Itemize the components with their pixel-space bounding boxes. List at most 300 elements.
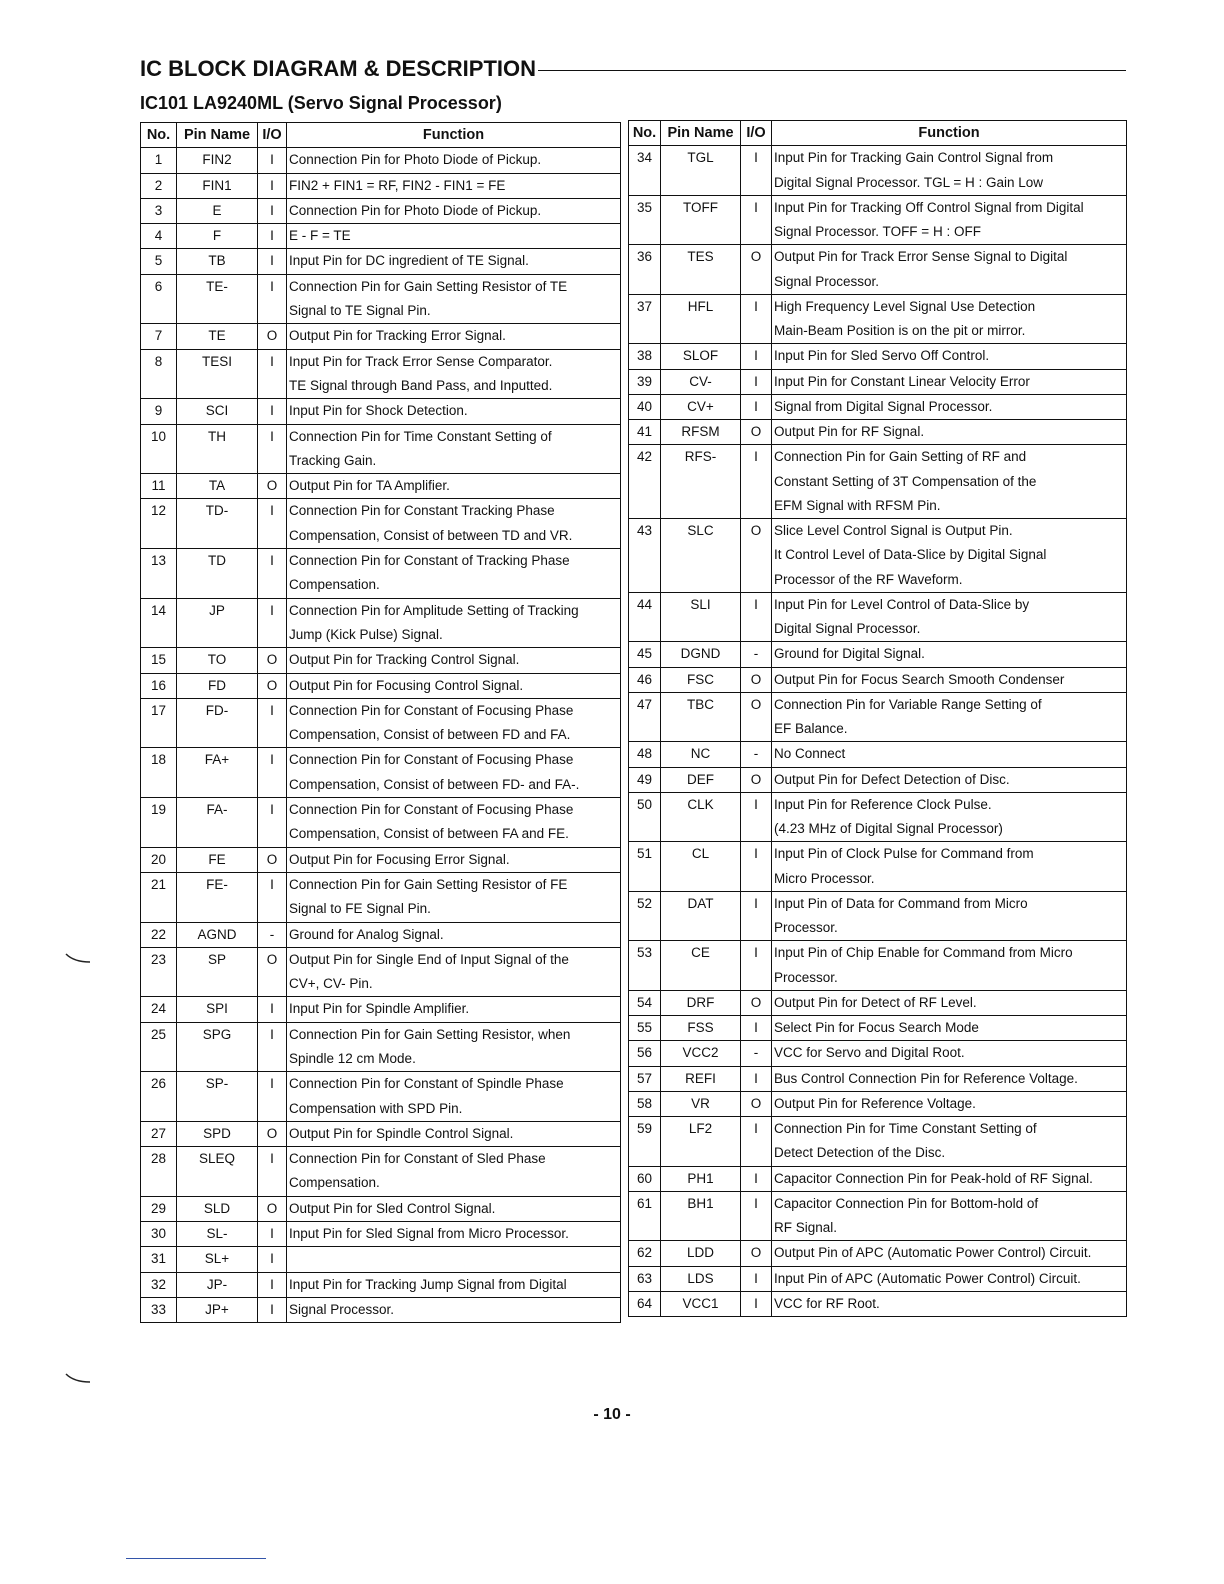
- pin-io: O: [741, 245, 772, 270]
- pin-function: Signal to TE Signal Pin.: [287, 299, 621, 324]
- pin-name: JP: [177, 598, 258, 623]
- table-row: [141, 648, 621, 673]
- table-row: [629, 767, 1127, 792]
- pin-number: 60: [629, 1166, 661, 1191]
- pin-io: [258, 1171, 287, 1196]
- pin-io: I: [258, 997, 287, 1022]
- pin-io: [741, 1216, 772, 1241]
- pin-function: Input Pin of APC (Automatic Power Control) Circuit.: [772, 1266, 1127, 1291]
- pin-name: SPD: [177, 1121, 258, 1146]
- pin-name: [661, 171, 741, 196]
- pin-number: [141, 773, 177, 798]
- table-row: [629, 1241, 1127, 1266]
- pin-function: Compensation.: [287, 1171, 621, 1196]
- page-number: - 10 -: [593, 1406, 631, 1423]
- pin-io: [741, 916, 772, 941]
- pin-io: I: [741, 1066, 772, 1091]
- pin-io: I: [258, 1247, 287, 1272]
- pin-name: FD-: [177, 698, 258, 723]
- pin-name: [177, 1047, 258, 1072]
- pin-function: Input Pin for Level Control of Data-Slice by: [772, 592, 1127, 617]
- table-row: [629, 270, 1127, 295]
- pin-name: TO: [177, 648, 258, 673]
- pin-io: I: [741, 1266, 772, 1291]
- pin-function: Digital Signal Processor.: [772, 617, 1127, 642]
- pin-function: Connection Pin for Constant of Tracking Phase: [287, 549, 621, 574]
- pin-function: Connection Pin for Photo Diode of Pickup.: [287, 148, 621, 173]
- table-row: [141, 822, 621, 847]
- pin-name: DAT: [661, 891, 741, 916]
- pin-name: [177, 449, 258, 474]
- pin-io: [258, 299, 287, 324]
- pin-name: [661, 568, 741, 593]
- pin-number: [629, 270, 661, 295]
- pin-number: 44: [629, 592, 661, 617]
- table-row: [141, 1072, 621, 1097]
- table-row: [141, 1147, 621, 1172]
- table-row: [629, 195, 1127, 220]
- table-row: [141, 922, 621, 947]
- table-row: [629, 394, 1127, 419]
- pin-name: [177, 972, 258, 997]
- pin-number: 26: [141, 1072, 177, 1097]
- pin-function: Signal Processor. TOFF = H : OFF: [772, 220, 1127, 245]
- pin-number: 16: [141, 673, 177, 698]
- pin-io: [258, 972, 287, 997]
- pin-table-right: [628, 120, 1127, 1317]
- pin-number: 37: [629, 294, 661, 319]
- table-row: [629, 1066, 1127, 1091]
- table-row: [629, 1216, 1127, 1241]
- pin-io: O: [258, 324, 287, 349]
- pin-name: SLD: [177, 1196, 258, 1221]
- pin-number: [629, 1216, 661, 1241]
- table-row: [629, 1266, 1127, 1291]
- pin-function: Bus Control Connection Pin for Reference Voltage.: [772, 1066, 1127, 1091]
- pin-name: [661, 470, 741, 494]
- pin-name: [177, 374, 258, 399]
- pin-io: I: [258, 1297, 287, 1322]
- pin-name: FE: [177, 847, 258, 872]
- pin-io: [741, 543, 772, 567]
- pin-function: EFM Signal with RFSM Pin.: [772, 494, 1127, 519]
- pin-function: Output Pin for Defect Detection of Disc.: [772, 767, 1127, 792]
- pin-function: Connection Pin for Constant of Sled Phase: [287, 1147, 621, 1172]
- pin-name: RFSM: [661, 420, 741, 445]
- page-title: [140, 56, 1126, 90]
- col-header-io: I/O: [258, 123, 287, 148]
- pin-function: E - F = TE: [287, 224, 621, 249]
- pin-number: 58: [629, 1091, 661, 1116]
- pin-number: [629, 867, 661, 892]
- pin-number: [629, 568, 661, 593]
- col-header-pin-name: Pin Name: [661, 121, 741, 146]
- pin-name: FIN2: [177, 148, 258, 173]
- col-header-no: No.: [141, 123, 177, 148]
- pin-io: [741, 568, 772, 593]
- table-row: [629, 667, 1127, 692]
- pin-number: [141, 972, 177, 997]
- pin-number: 5: [141, 249, 177, 274]
- table-row: [629, 294, 1127, 319]
- table-row: [141, 148, 621, 173]
- table-row: [629, 420, 1127, 445]
- pin-function: Compensation.: [287, 573, 621, 598]
- pin-name: FSC: [661, 667, 741, 692]
- table-row: [629, 1166, 1127, 1191]
- pin-io: [741, 494, 772, 519]
- pin-io: I: [258, 499, 287, 524]
- table-row: [629, 445, 1127, 470]
- pin-name: RFS-: [661, 445, 741, 470]
- pin-io: O: [741, 667, 772, 692]
- pin-function: Jump (Kick Pulse) Signal.: [287, 623, 621, 648]
- pin-io: [258, 897, 287, 922]
- table-row: [141, 673, 621, 698]
- scan-mark: [64, 1372, 94, 1386]
- pin-function: Input Pin for Shock Detection.: [287, 399, 621, 424]
- pin-number: 12: [141, 499, 177, 524]
- pin-io: I: [741, 344, 772, 369]
- pin-number: 63: [629, 1266, 661, 1291]
- table-row: [629, 1191, 1127, 1216]
- pin-function: Output Pin for Track Error Sense Signal to Digital: [772, 245, 1127, 270]
- table-row: [141, 748, 621, 773]
- table-row: [629, 842, 1127, 867]
- pin-function: Input Pin for Tracking Gain Control Signal from: [772, 146, 1127, 171]
- pin-number: [629, 319, 661, 344]
- pin-function: Output Pin of APC (Automatic Power Control) Circuit.: [772, 1241, 1127, 1266]
- pin-function: Ground for Analog Signal.: [287, 922, 621, 947]
- pin-number: 50: [629, 792, 661, 817]
- table-row: [629, 592, 1127, 617]
- pin-io: O: [741, 767, 772, 792]
- table-row: [629, 568, 1127, 593]
- pin-function: FIN2 + FIN1 = RF, FIN2 - FIN1 = FE: [287, 173, 621, 198]
- pin-io: I: [258, 1022, 287, 1047]
- pin-function: Connection Pin for Time Constant Setting of: [287, 424, 621, 449]
- pin-function: No Connect: [772, 742, 1127, 767]
- pin-name: [177, 299, 258, 324]
- pin-table-left-body: [141, 148, 621, 1323]
- pin-number: [141, 1097, 177, 1122]
- pin-number: 49: [629, 767, 661, 792]
- pin-name: CV-: [661, 369, 741, 394]
- pin-number: 29: [141, 1196, 177, 1221]
- table-row: [141, 374, 621, 399]
- pin-function: Spindle 12 cm Mode.: [287, 1047, 621, 1072]
- table-row: [629, 742, 1127, 767]
- pin-io: [741, 817, 772, 842]
- pin-name: CL: [661, 842, 741, 867]
- pin-name: TD-: [177, 499, 258, 524]
- table-row: [141, 1272, 621, 1297]
- pin-io: [258, 449, 287, 474]
- pin-number: 25: [141, 1022, 177, 1047]
- pin-name: [661, 270, 741, 295]
- table-row: [141, 499, 621, 524]
- pin-io: [258, 374, 287, 399]
- pin-number: 39: [629, 369, 661, 394]
- pin-function: (4.23 MHz of Digital Signal Processor): [772, 817, 1127, 842]
- table-row: [141, 1121, 621, 1146]
- pin-function: Digital Signal Processor. TGL = H : Gain Low: [772, 171, 1127, 196]
- pin-number: 33: [141, 1297, 177, 1322]
- pin-number: 40: [629, 394, 661, 419]
- table-row: [629, 817, 1127, 842]
- pin-number: [629, 817, 661, 842]
- table-row: [141, 872, 621, 897]
- pin-function: Main-Beam Position is on the pit or mirror.: [772, 319, 1127, 344]
- pin-name: [661, 220, 741, 245]
- pin-number: 8: [141, 349, 177, 374]
- table-row: [141, 1222, 621, 1247]
- table-row: [141, 847, 621, 872]
- pin-name: [661, 916, 741, 941]
- pin-function: Slice Level Control Signal is Output Pin.: [772, 519, 1127, 544]
- pin-number: 38: [629, 344, 661, 369]
- pin-io: [258, 1097, 287, 1122]
- pin-io: O: [741, 990, 772, 1015]
- pin-function: High Frequency Level Signal Use Detection: [772, 294, 1127, 319]
- pin-table-left: [140, 122, 621, 1323]
- pin-name: TES: [661, 245, 741, 270]
- pin-number: [141, 449, 177, 474]
- pin-io: I: [258, 748, 287, 773]
- pin-function: Input Pin of Chip Enable for Command from Micro: [772, 941, 1127, 966]
- pin-name: LDS: [661, 1266, 741, 1291]
- table-row: [629, 470, 1127, 494]
- pin-number: 20: [141, 847, 177, 872]
- table-header-row: [629, 121, 1127, 146]
- table-row: [141, 274, 621, 299]
- col-header-function: Function: [772, 121, 1127, 146]
- table-row: [141, 524, 621, 549]
- table-row: [629, 1041, 1127, 1066]
- pin-function: Signal from Digital Signal Processor.: [772, 394, 1127, 419]
- page-title-text: IC BLOCK DIAGRAM & DESCRIPTION: [140, 56, 536, 81]
- pin-number: [141, 573, 177, 598]
- table-row: [141, 474, 621, 499]
- pin-number: [629, 543, 661, 567]
- pin-function: Compensation, Consist of between FA and FE.: [287, 822, 621, 847]
- pin-io: [741, 220, 772, 245]
- pin-number: 57: [629, 1066, 661, 1091]
- pin-function: Output Pin for TA Amplifier.: [287, 474, 621, 499]
- pin-io: I: [741, 195, 772, 220]
- pin-number: 6: [141, 274, 177, 299]
- pin-name: FA+: [177, 748, 258, 773]
- pin-io: O: [258, 474, 287, 499]
- pin-io: [258, 822, 287, 847]
- pin-function: It Control Level of Data-Slice by Digital Signal: [772, 543, 1127, 567]
- pin-table-right-body: [629, 146, 1127, 1317]
- pin-io: I: [741, 792, 772, 817]
- pin-io: -: [741, 642, 772, 667]
- pin-io: I: [741, 1016, 772, 1041]
- table-row: [141, 1171, 621, 1196]
- pin-io: I: [741, 369, 772, 394]
- pin-io: I: [258, 798, 287, 823]
- pin-io: -: [258, 922, 287, 947]
- pin-io: I: [741, 1166, 772, 1191]
- table-row: [629, 891, 1127, 916]
- pin-function: Micro Processor.: [772, 867, 1127, 892]
- table-row: [141, 573, 621, 598]
- table-row: [141, 1297, 621, 1322]
- pin-number: [141, 623, 177, 648]
- table-row: [141, 698, 621, 723]
- pin-function: Input Pin for DC ingredient of TE Signal.: [287, 249, 621, 274]
- pin-number: 62: [629, 1241, 661, 1266]
- table-row: [629, 344, 1127, 369]
- table-row: [629, 146, 1127, 171]
- pin-function: Capacitor Connection Pin for Bottom-hold of: [772, 1191, 1127, 1216]
- pin-number: [141, 897, 177, 922]
- pin-name: [661, 319, 741, 344]
- table-row: [629, 220, 1127, 245]
- pin-name: SPG: [177, 1022, 258, 1047]
- pin-name: [661, 494, 741, 519]
- pin-number: 34: [629, 146, 661, 171]
- pin-function: Output Pin for Tracking Control Signal.: [287, 648, 621, 673]
- pin-number: 22: [141, 922, 177, 947]
- table-row: [141, 798, 621, 823]
- table-row: [141, 897, 621, 922]
- col-header-function: Function: [287, 123, 621, 148]
- pin-io: I: [258, 198, 287, 223]
- pin-io: I: [258, 698, 287, 723]
- pin-name: [661, 543, 741, 567]
- col-header-pin-name: Pin Name: [177, 123, 258, 148]
- table-row: [629, 519, 1127, 544]
- pin-number: 10: [141, 424, 177, 449]
- pin-name: [177, 773, 258, 798]
- pin-name: CE: [661, 941, 741, 966]
- table-row: [141, 972, 621, 997]
- pin-function: Connection Pin for Gain Setting Resistor of TE: [287, 274, 621, 299]
- pin-name: [177, 573, 258, 598]
- pin-name: AGND: [177, 922, 258, 947]
- pin-number: [629, 617, 661, 642]
- pin-io: O: [741, 1091, 772, 1116]
- pin-io: I: [258, 349, 287, 374]
- pin-number: 24: [141, 997, 177, 1022]
- pin-io: -: [741, 742, 772, 767]
- pin-name: [177, 822, 258, 847]
- pin-io: I: [741, 1291, 772, 1316]
- table-row: [629, 1141, 1127, 1166]
- pin-name: SCI: [177, 399, 258, 424]
- pin-name: FIN1: [177, 173, 258, 198]
- pin-function: Output Pin for Detect of RF Level.: [772, 990, 1127, 1015]
- pin-number: [629, 717, 661, 742]
- pin-number: 43: [629, 519, 661, 544]
- pin-io: [258, 573, 287, 598]
- pin-number: 35: [629, 195, 661, 220]
- pin-function: Output Pin for Sled Control Signal.: [287, 1196, 621, 1221]
- pin-name: [177, 524, 258, 549]
- pin-function: Input Pin for Spindle Amplifier.: [287, 997, 621, 1022]
- pin-io: [741, 1141, 772, 1166]
- pin-function: [287, 1247, 621, 1272]
- pin-io: I: [258, 148, 287, 173]
- pin-function: EF Balance.: [772, 717, 1127, 742]
- pin-io: [741, 966, 772, 991]
- pin-name: [661, 817, 741, 842]
- pin-name: [177, 1171, 258, 1196]
- pin-name: CV+: [661, 394, 741, 419]
- pin-name: TGL: [661, 146, 741, 171]
- pin-io: [258, 1047, 287, 1072]
- pin-name: VCC1: [661, 1291, 741, 1316]
- pin-name: [177, 897, 258, 922]
- pin-number: 59: [629, 1117, 661, 1142]
- pin-name: [661, 717, 741, 742]
- pin-io: [741, 617, 772, 642]
- scan-mark: [64, 952, 94, 966]
- pin-io: I: [741, 394, 772, 419]
- pin-name: [661, 617, 741, 642]
- pin-name: F: [177, 224, 258, 249]
- pin-function: Input Pin for Tracking Jump Signal from Digital: [287, 1272, 621, 1297]
- pin-function: Connection Pin for Constant Tracking Phase: [287, 499, 621, 524]
- pin-function: Connection Pin for Constant of Focusing Phase: [287, 748, 621, 773]
- pin-name: TESI: [177, 349, 258, 374]
- pin-number: [141, 299, 177, 324]
- pin-name: FA-: [177, 798, 258, 823]
- pin-io: O: [258, 648, 287, 673]
- table-row: [629, 543, 1127, 567]
- pin-name: LF2: [661, 1117, 741, 1142]
- pin-io: I: [258, 872, 287, 897]
- pin-number: [629, 494, 661, 519]
- pin-io: [741, 717, 772, 742]
- table-row: [629, 617, 1127, 642]
- table-row: [141, 947, 621, 972]
- table-row: [141, 173, 621, 198]
- pin-io: I: [258, 1072, 287, 1097]
- table-row: [629, 494, 1127, 519]
- pin-function: Input Pin for Track Error Sense Comparator.: [287, 349, 621, 374]
- pin-name: [661, 1141, 741, 1166]
- footer-divider: [126, 1558, 266, 1559]
- pin-name: E: [177, 198, 258, 223]
- table-row: [629, 941, 1127, 966]
- table-row: [141, 1097, 621, 1122]
- pin-io: I: [741, 1117, 772, 1142]
- pin-function: Signal to FE Signal Pin.: [287, 897, 621, 922]
- pin-function: Constant Setting of 3T Compensation of the: [772, 470, 1127, 494]
- col-header-no: No.: [629, 121, 661, 146]
- table-row: [141, 1047, 621, 1072]
- pin-function: Connection Pin for Variable Range Setting of: [772, 692, 1127, 717]
- pin-name: DGND: [661, 642, 741, 667]
- pin-name: PH1: [661, 1166, 741, 1191]
- pin-number: 47: [629, 692, 661, 717]
- pin-function: Input Pin of Clock Pulse for Command from: [772, 842, 1127, 867]
- pin-function: Processor.: [772, 966, 1127, 991]
- pin-number: 28: [141, 1147, 177, 1172]
- pin-io: [741, 319, 772, 344]
- pin-number: 32: [141, 1272, 177, 1297]
- pin-function: Output Pin for Single End of Input Signal of the: [287, 947, 621, 972]
- pin-io: I: [741, 891, 772, 916]
- pin-function: Input Pin of Data for Command from Micro: [772, 891, 1127, 916]
- pin-function: Select Pin for Focus Search Mode: [772, 1016, 1127, 1041]
- pin-name: DRF: [661, 990, 741, 1015]
- pin-number: 64: [629, 1291, 661, 1316]
